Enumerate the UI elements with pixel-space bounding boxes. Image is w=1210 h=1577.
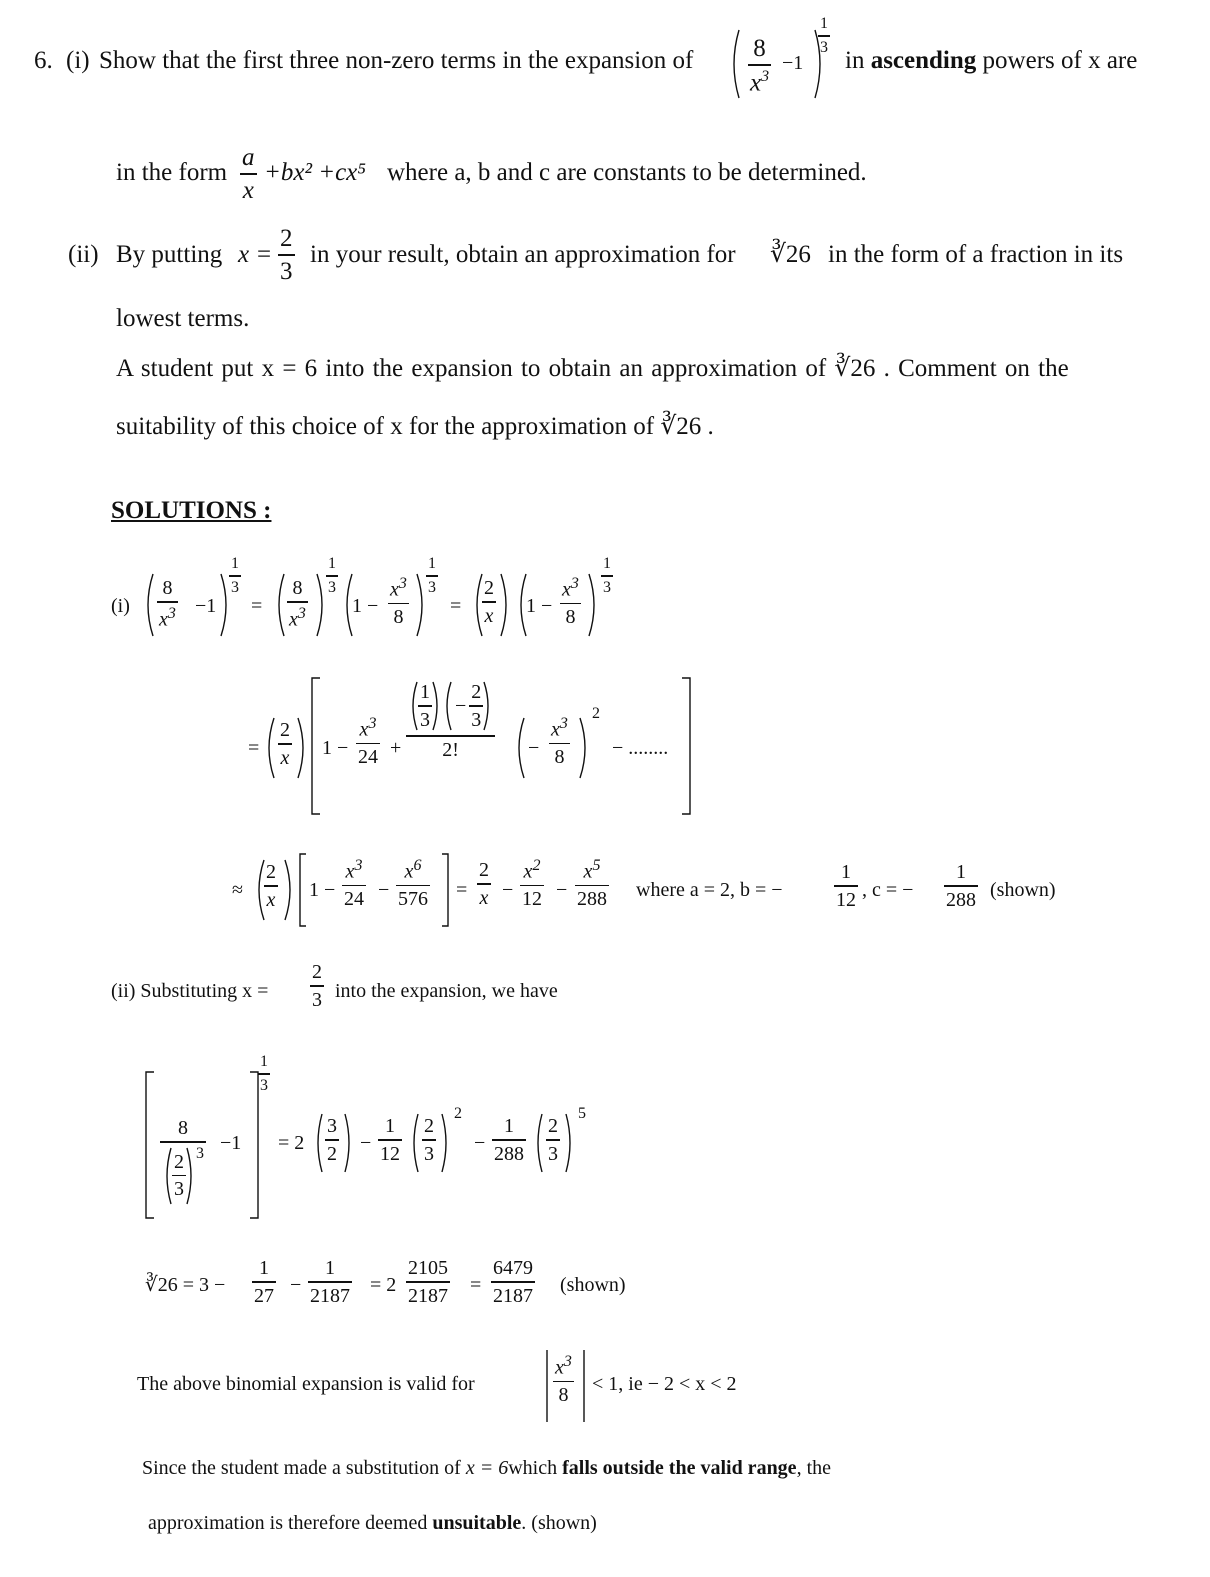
sub-inner-cube: 3 — [196, 1144, 204, 1162]
sol3-frac-x2-12: $x^2$ 12 — [522, 857, 542, 911]
sol3-minus-c: − — [556, 879, 568, 901]
abs-bar-left — [545, 1350, 549, 1422]
sol1-frac-8-x3-b: 8 $x^3$ — [289, 577, 306, 631]
sol3-bracket-right — [440, 852, 450, 928]
valid-frac-x3-8: $x^3$ 8 — [555, 1353, 572, 1407]
sub-exponent: 1 3 — [260, 1053, 268, 1094]
sol2-coef-paren-a-l — [408, 680, 418, 732]
sol1-paren-e-right — [587, 572, 601, 638]
sol-i-label: (i) — [111, 595, 130, 617]
sol1-exp-b: 1 3 — [328, 555, 336, 596]
form-lead: in the form — [116, 159, 228, 186]
res-one-2187th: 1 2187 — [310, 1257, 350, 1307]
sol2-coef-fraction: $\frac{1}{3}$ − $\frac{2}{3}$ 2! — [406, 680, 495, 760]
sub-one-288th: 1 288 — [494, 1115, 524, 1165]
part-i-lead: Show that the first three non-zero terms in the expansion of — [99, 47, 694, 74]
sub-p3-l — [532, 1112, 544, 1174]
res-shown: (shown) — [560, 1274, 626, 1296]
sol1-paren-b-left — [272, 572, 286, 638]
part-ii-x-eq: x = — [238, 241, 273, 268]
sol2-frac-2-x: 2 x — [280, 719, 290, 769]
sol1-one-minus: 1 − — [352, 595, 379, 617]
sol2-minus: − — [455, 695, 467, 717]
student-line-2: suitability of this choice of x for the approximation of ∛26 . — [116, 413, 714, 440]
sub-pow2: 2 — [454, 1105, 462, 1122]
part-ii-tail: in the form of a fraction in its — [828, 241, 1124, 268]
question-number: 6. — [34, 47, 53, 74]
sub-two-thirds-a: 2 3 — [424, 1115, 434, 1165]
sol3-shown: (shown) — [990, 879, 1056, 901]
sol2-eq: = — [248, 737, 260, 759]
sub-minus-b: − — [474, 1132, 486, 1154]
sub-one-twelfth: 1 12 — [380, 1115, 400, 1165]
sol1-eq-2: = — [450, 595, 462, 617]
sol1-frac-8-x3: 8 $x^3$ — [159, 577, 176, 631]
sol1-exp-a: 1 3 — [231, 555, 239, 596]
sol2-inner-minus: − — [528, 737, 540, 759]
sol3-minus-a: − — [378, 879, 390, 901]
res-minus: − — [290, 1274, 302, 1296]
since-line: Since the student made a substitution of x = 6which falls outside the valid range, the — [142, 1457, 831, 1479]
sol1-minus-one: −1 — [195, 595, 217, 617]
sol3-frac-x3-24: $x^3$ 24 — [344, 857, 364, 911]
form-rest: +bx² +cx⁵ — [264, 159, 366, 186]
q-minus-one: −1 — [782, 52, 804, 74]
form-a-over-x: a x — [242, 144, 255, 204]
sol3-c-value: 1 288 — [946, 861, 976, 911]
sol3-where: where a = 2, b = − — [636, 879, 783, 901]
sub-p2-r — [440, 1112, 452, 1174]
res-lhs: ∛26 = 3 − — [145, 1274, 226, 1296]
res-eq2: = 2 — [370, 1274, 397, 1296]
sol2-frac-x3-8: $x^3$ 8 — [551, 715, 568, 769]
sol2-coef-paren-b-r — [483, 680, 493, 732]
sub-eq2: = 2 — [278, 1132, 305, 1154]
res-2105-2187: 2105 2187 — [408, 1257, 448, 1307]
part-i-tail: in ascending powers of x are — [845, 47, 1138, 74]
sol2-one-minus: 1 − — [322, 737, 349, 759]
sol2-paren-c-left — [512, 716, 526, 780]
sol2-bracket-left — [310, 676, 322, 816]
sol1-eq-1: = — [251, 595, 263, 617]
valid-lead: The above binomial expansion is valid for — [137, 1373, 475, 1395]
sol3-frac-2-x-b: 2 x — [479, 859, 489, 909]
sol-ii-two-thirds: 2 3 — [312, 961, 322, 1011]
sol2-plus: + — [390, 737, 402, 759]
lowest-terms: lowest terms. — [116, 305, 250, 332]
sol1-frac-2-x: 2 x — [484, 577, 494, 627]
sub-three-halves: 3 2 — [327, 1115, 337, 1165]
sol2-square: 2 — [592, 705, 600, 722]
solutions-heading: SOLUTIONS : — [111, 497, 272, 524]
sol3-frac-x5-288: $x^5$ 288 — [577, 857, 607, 911]
sol3-one-minus: 1 − — [309, 879, 336, 901]
q-expr-fraction: 8 $x^3$ — [750, 35, 770, 96]
q-exponent: 1 3 — [820, 15, 828, 56]
approx-line: approximation is therefore deemed unsuitable. (shown) — [148, 1512, 597, 1534]
part-i-label: (i) — [66, 47, 90, 74]
sol2-paren-right — [296, 716, 310, 780]
sol2-coef-paren-a-r — [432, 680, 442, 732]
sub-p2-l — [408, 1112, 420, 1174]
part-ii-mid: in your result, obtain an approximation for — [310, 241, 736, 268]
sol2-paren-c-right — [578, 716, 592, 780]
form-where: where a, b and c are constants to be determined. — [387, 159, 867, 186]
part-ii-cbrt26: ∛26 — [770, 241, 811, 268]
sol2-one-third: $\frac{1}{3}$ — [420, 681, 430, 731]
sub-minus-one: −1 — [220, 1132, 242, 1154]
sol2-frac-x3-24: $x^3$ 24 — [358, 715, 378, 769]
sub-pow5: 5 — [578, 1105, 586, 1122]
valid-tail: < 1, ie − 2 < x < 2 — [592, 1373, 737, 1395]
sol-ii-tail: into the expansion, we have — [335, 980, 558, 1002]
sub-inner-two-thirds: $\frac{2}{3}$ — [174, 1150, 184, 1201]
res-one-27th: 1 27 — [254, 1257, 274, 1307]
part-ii-label: (ii) — [68, 241, 99, 268]
sol2-bracket-right — [680, 676, 692, 816]
left-paren — [727, 28, 741, 100]
student-line-1: A student put x = 6 into the expansion to obtain an approximation of ∛26 . Comment on the — [116, 355, 1069, 382]
sol3-b-value: 1 12 — [836, 861, 856, 911]
sol1-one-minus-b: 1 − — [526, 595, 553, 617]
sub-inner-paren-r — [186, 1146, 196, 1206]
sub-p1-r — [343, 1112, 355, 1174]
sol3-minus-b: − — [502, 879, 514, 901]
sol2-two-thirds: $\frac{2}{3}$ — [471, 681, 482, 731]
sol3-paren-right — [283, 858, 297, 922]
sol1-paren-a-left — [141, 572, 155, 638]
sub-inner-paren-l — [162, 1146, 172, 1206]
sub-p3-r — [564, 1112, 576, 1174]
sol-ii-line: (ii) Substituting x = — [111, 980, 269, 1002]
sub-frac-8-over: 8 $\frac{2}{3}$ $^3$ — [160, 1118, 206, 1206]
res-eq: = — [470, 1274, 482, 1296]
sol3-approx: ≈ — [232, 879, 243, 901]
part-ii-two-thirds: 2 3 — [280, 225, 293, 285]
sol1-frac-x3-8-b: $x^3$ 8 — [562, 575, 579, 629]
sol3-c-eq: , c = − — [862, 879, 914, 901]
sol2-dots: − ........ — [612, 737, 669, 759]
sub-bracket-left — [144, 1070, 156, 1220]
sub-two-thirds-b: 2 3 — [548, 1115, 558, 1165]
sol3-bracket-left — [298, 852, 308, 928]
abs-bar-right — [582, 1350, 586, 1422]
sol3-frac-x6-576: $x^6$ 576 — [398, 857, 428, 911]
res-6479-2187: 6479 2187 — [493, 1257, 533, 1307]
sol1-exp-c: 1 3 — [428, 555, 436, 596]
sol1-frac-x3-8: $x^3$ 8 — [390, 575, 407, 629]
sub-minus-a: − — [360, 1132, 372, 1154]
sol2-paren-left — [262, 716, 276, 780]
sol2-coef-paren-b-l — [442, 680, 452, 732]
sol1-paren-d-right — [499, 572, 513, 638]
sol3-eq: = — [456, 879, 468, 901]
sub-p1-l — [312, 1112, 324, 1174]
sol1-exp-e: 1 3 — [603, 555, 611, 596]
sol3-frac-2-x: 2 x — [266, 861, 276, 911]
part-ii-lead: By putting — [116, 241, 223, 268]
